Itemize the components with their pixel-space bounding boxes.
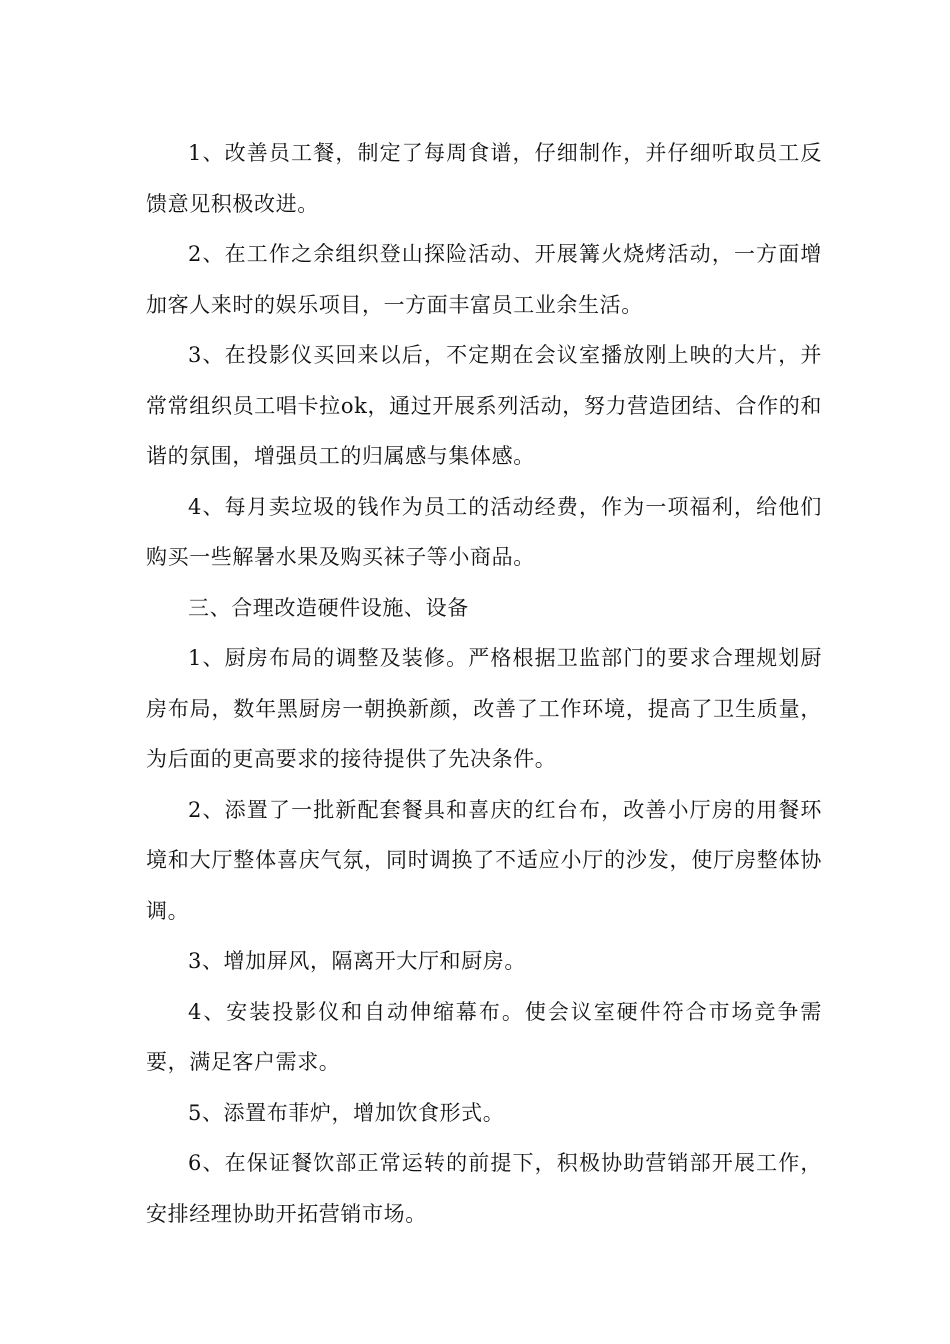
- paragraph-meals: 1、改善员工餐，制定了每周食谱，仔细制作，并仔细听取员工反馈意见积极改进。: [146, 141, 822, 216]
- paragraph-activities: 2、在工作之余组织登山探险活动、开展篝火烧烤活动，一方面增加客人来时的娱乐项目，一方面丰富员工业余生活。: [146, 242, 822, 317]
- paragraph-welfare: 4、每月卖垃圾的钱作为员工的活动经费，作为一项福利，给他们购买一些解暑水果及购买袜子等小商品。: [146, 494, 822, 569]
- paragraph-projector-install: 4、安装投影仪和自动伸缩幕布。使会议室硬件符合市场竞争需要，满足客户需求。: [146, 999, 822, 1074]
- section-heading-hardware: 三、合理改造硬件设施、设备: [188, 595, 469, 620]
- paragraph-marketing: 6、在保证餐饮部正常运转的前提下，积极协助营销部开展工作，安排经理协助开拓营销市场。: [146, 1151, 822, 1226]
- paragraph-projector-events: 3、在投影仪买回来以后，不定期在会议室播放刚上映的大片，并常常组织员工唱卡拉ok，通过开展系列活动，努力营造团结、合作的和谐的氛围，增强员工的归属感与集体感。: [146, 343, 822, 468]
- document-body: [146, 128, 822, 1239]
- paragraph-tableware: 2、添置了一批新配套餐具和喜庆的红台布，改善小厅房的用餐环境和大厅整体喜庆气氛，同时调换了不适应小厅的沙发，使厅房整体协调。: [146, 797, 822, 923]
- paragraph-kitchen-renovation: 1、厨房布局的调整及装修。严格根据卫监部门的要求合理规划厨房布局，数年黑厨房一朝换新颜，改善了工作环境，提高了卫生质量，为后面的更高要求的接待提供了先决条件。: [146, 646, 822, 771]
- paragraph-buffet: 5、添置布菲炉，增加饮食形式。: [188, 1100, 505, 1125]
- paragraph-screen: 3、增加屏风，隔离开大厅和厨房。: [188, 949, 526, 973]
